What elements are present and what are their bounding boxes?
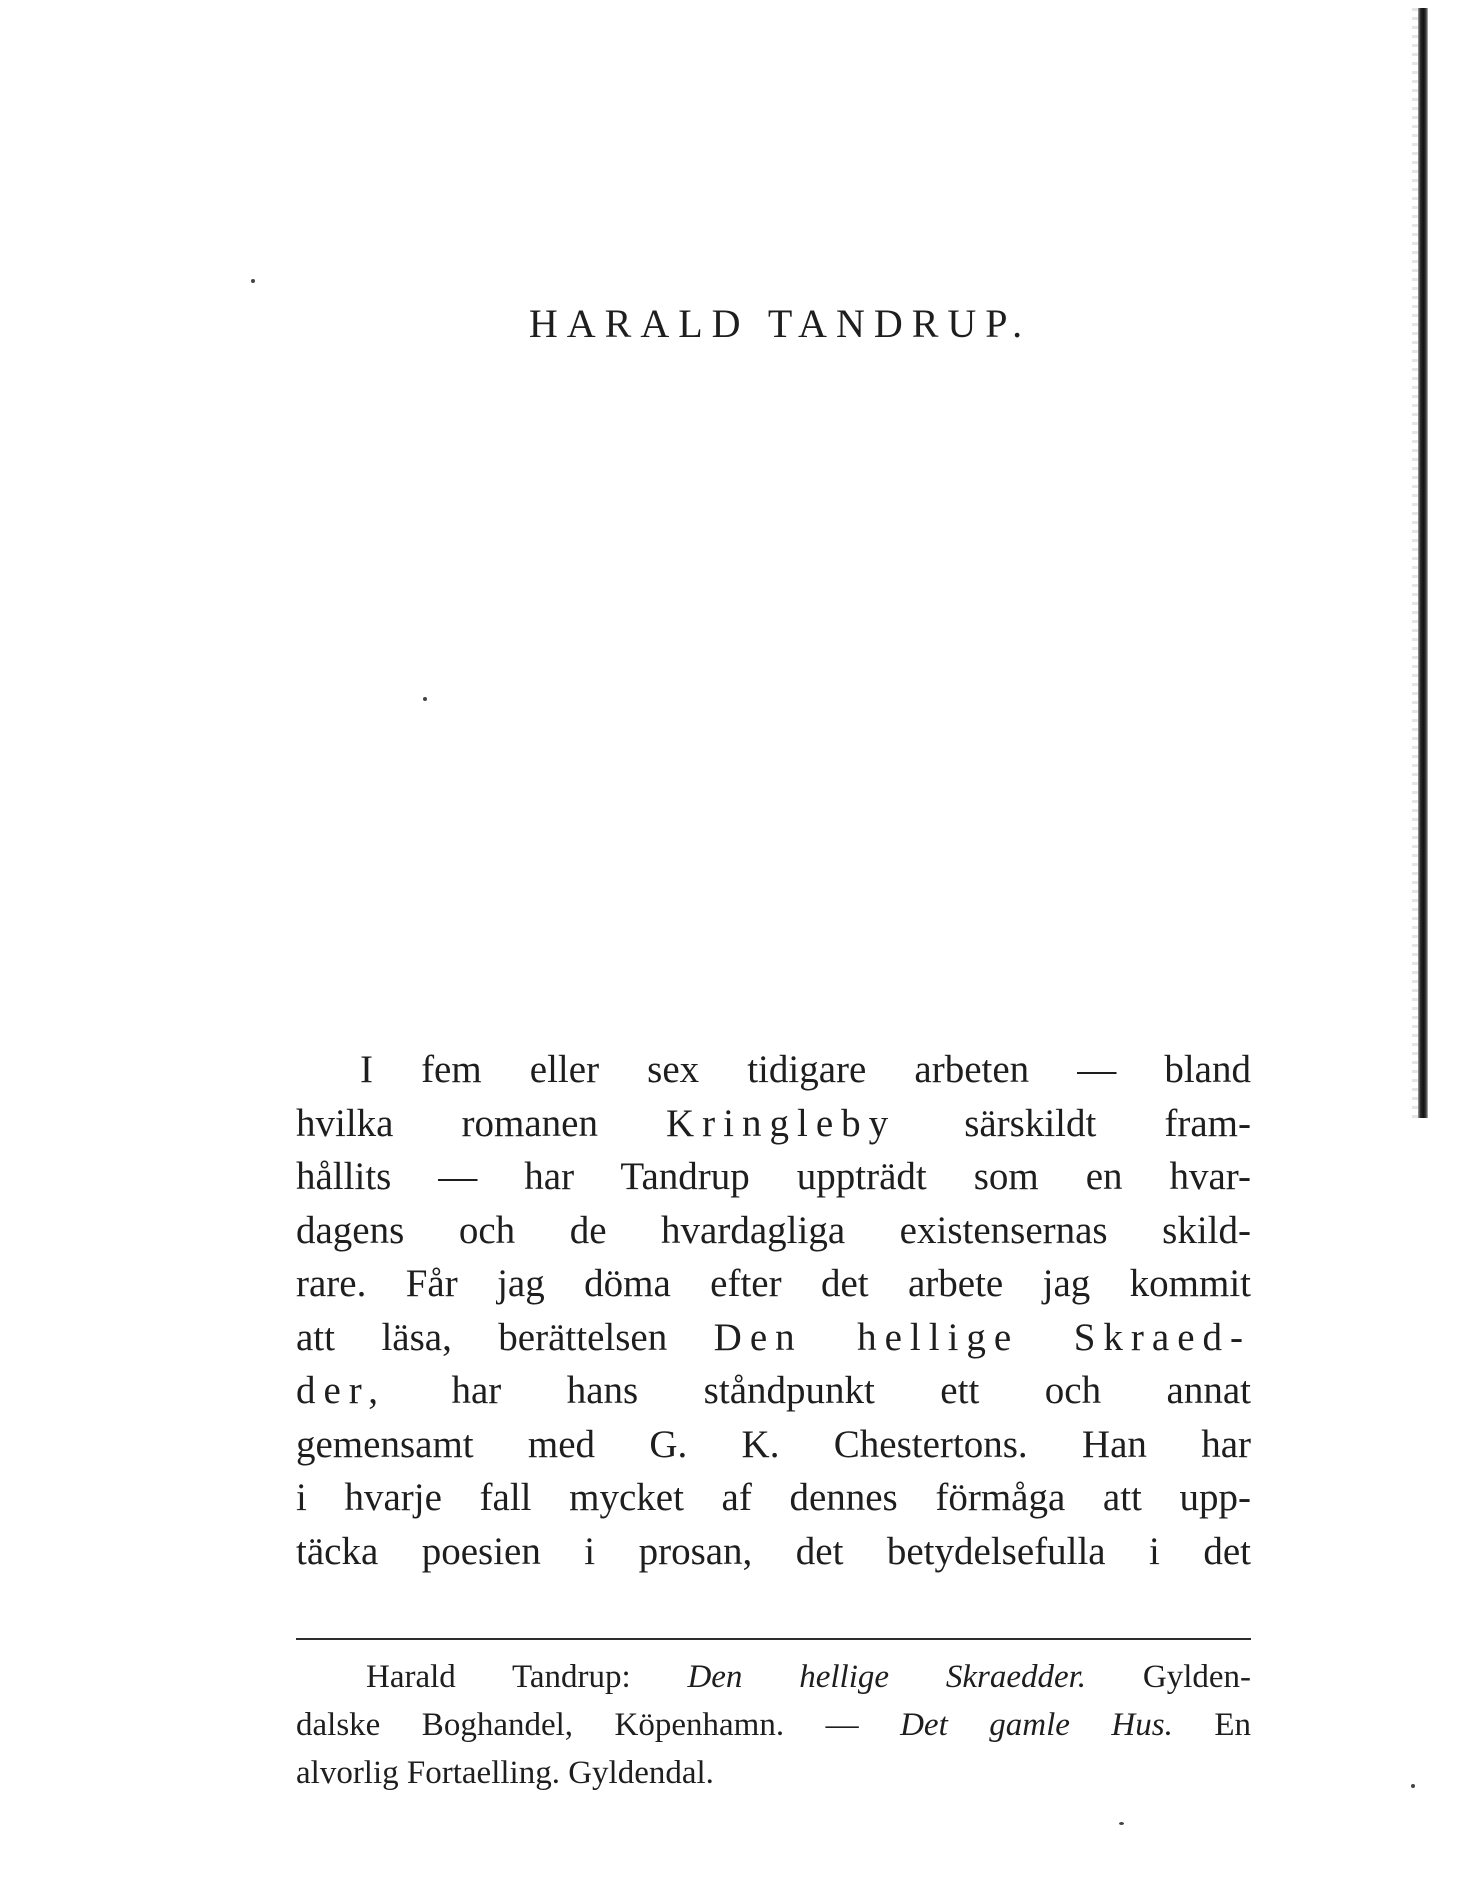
spaced-title: Den hellige Skraed- (713, 1315, 1251, 1359)
text-line: der, har hans ståndpunkt ett och annat (296, 1369, 1251, 1412)
print-speck (423, 697, 427, 701)
text-line: I fem eller sex tidigare arbeten — bland (360, 1048, 1251, 1091)
text-line: gemensamt med G. K. Chestertons. Han har (296, 1422, 1251, 1466)
footnote-line: dalske Boghandel, Köpenhamn. — Det gamle Hus. En (296, 1707, 1251, 1743)
footnote-line: Harald Tandrup: Den hellige Skraedder. Gylden- (366, 1659, 1251, 1695)
book-title: Den hellige Skraedder. (687, 1659, 1087, 1695)
spaced-title: der, (296, 1369, 386, 1412)
body-paragraph (296, 1043, 1251, 1578)
text-line: hvilka romanen Kringleby särskildt fram- (296, 1101, 1251, 1145)
page-title: HARALD TANDRUP. (528, 301, 1032, 346)
book-title: Det gamle Hus. (900, 1707, 1173, 1743)
footnote (296, 1653, 1251, 1797)
print-speck (1119, 1822, 1124, 1825)
footnote-divider (296, 1638, 1251, 1640)
text-line: i hvarje fall mycket af dennes förmåga att upp- (296, 1476, 1251, 1519)
print-speck (1411, 1784, 1415, 1788)
footnote-line: alvorlig Fortaelling. Gyldendal. (296, 1755, 714, 1791)
text-line: rare. Får jag döma efter det arbete jag kommit (296, 1262, 1251, 1305)
spaced-title: Kringleby (666, 1101, 897, 1145)
text-line: dagens och de hvardagliga existensernas skild- (296, 1208, 1251, 1252)
text-line: täcka poesien i prosan, det betydelsefulla i det (296, 1529, 1251, 1573)
text-line: hållits — har Tandrup uppträdt som en hvar- (296, 1155, 1251, 1198)
page-edge-shadow (1418, 8, 1428, 1118)
print-speck (251, 279, 255, 283)
text-line: att läsa, berättelsen Den hellige Skraed- (296, 1315, 1251, 1359)
